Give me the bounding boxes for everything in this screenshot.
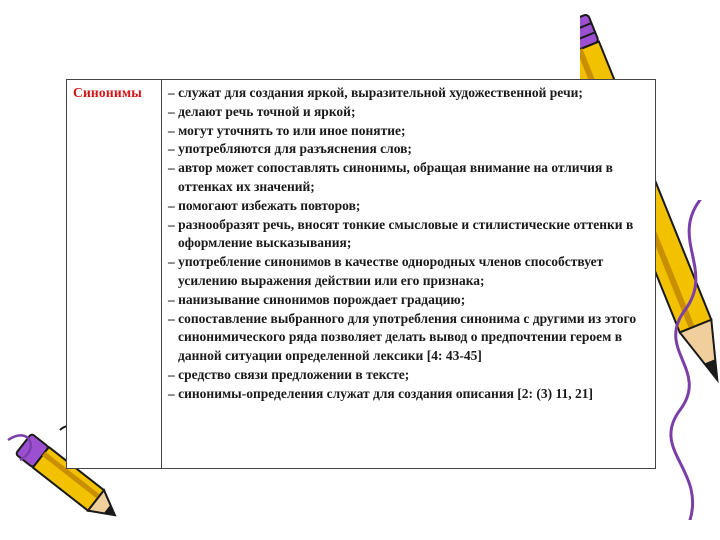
definition-item: – синонимы-определения служат для создания описания [2: (3) 11, 21]: [168, 385, 594, 401]
definition-item: – помогают избежать повторов;: [168, 197, 361, 213]
definition-item: – средство связи предложении в тексте;: [168, 366, 410, 382]
definition-item: – служат для создания яркой, выразительной художественной речи;: [168, 85, 583, 100]
definition-item: – делают речь точной и яркой;: [168, 103, 356, 119]
definition-item: – употребляются для разъяснения слов;: [168, 141, 412, 157]
definition-item: – разнообразят речь, вносят тонкие смысловые и стилистические оттенки в оформление высказывания;: [168, 216, 634, 251]
definition-item: – могут уточнять то или иное понятие;: [168, 122, 406, 138]
term-label: Синонимы: [73, 85, 142, 100]
term-cell: [67, 80, 162, 468]
purple-swirl-icon: [660, 200, 720, 520]
definition-item: – сопоставление выбранного для употребления синонима с другими из этого синонимического ряда позволяет делать вывод о предпочтении героем в данной ситуации определенной лексики [4: 43-45]: [168, 310, 637, 364]
synonyms-table: [66, 79, 656, 469]
definition-item: – автор может сопоставлять синонимы, обращая внимание на отличия в оттенках их значений;: [168, 160, 613, 194]
definition-item: – употребление синонимов в качестве однородных членов способствует усилению выражения действии или его признака;: [168, 254, 604, 288]
definitions-cell: [162, 80, 655, 468]
definitions-list: [168, 84, 647, 404]
definition-item: – нанизывание синонимов порождает градацию;: [168, 291, 466, 307]
